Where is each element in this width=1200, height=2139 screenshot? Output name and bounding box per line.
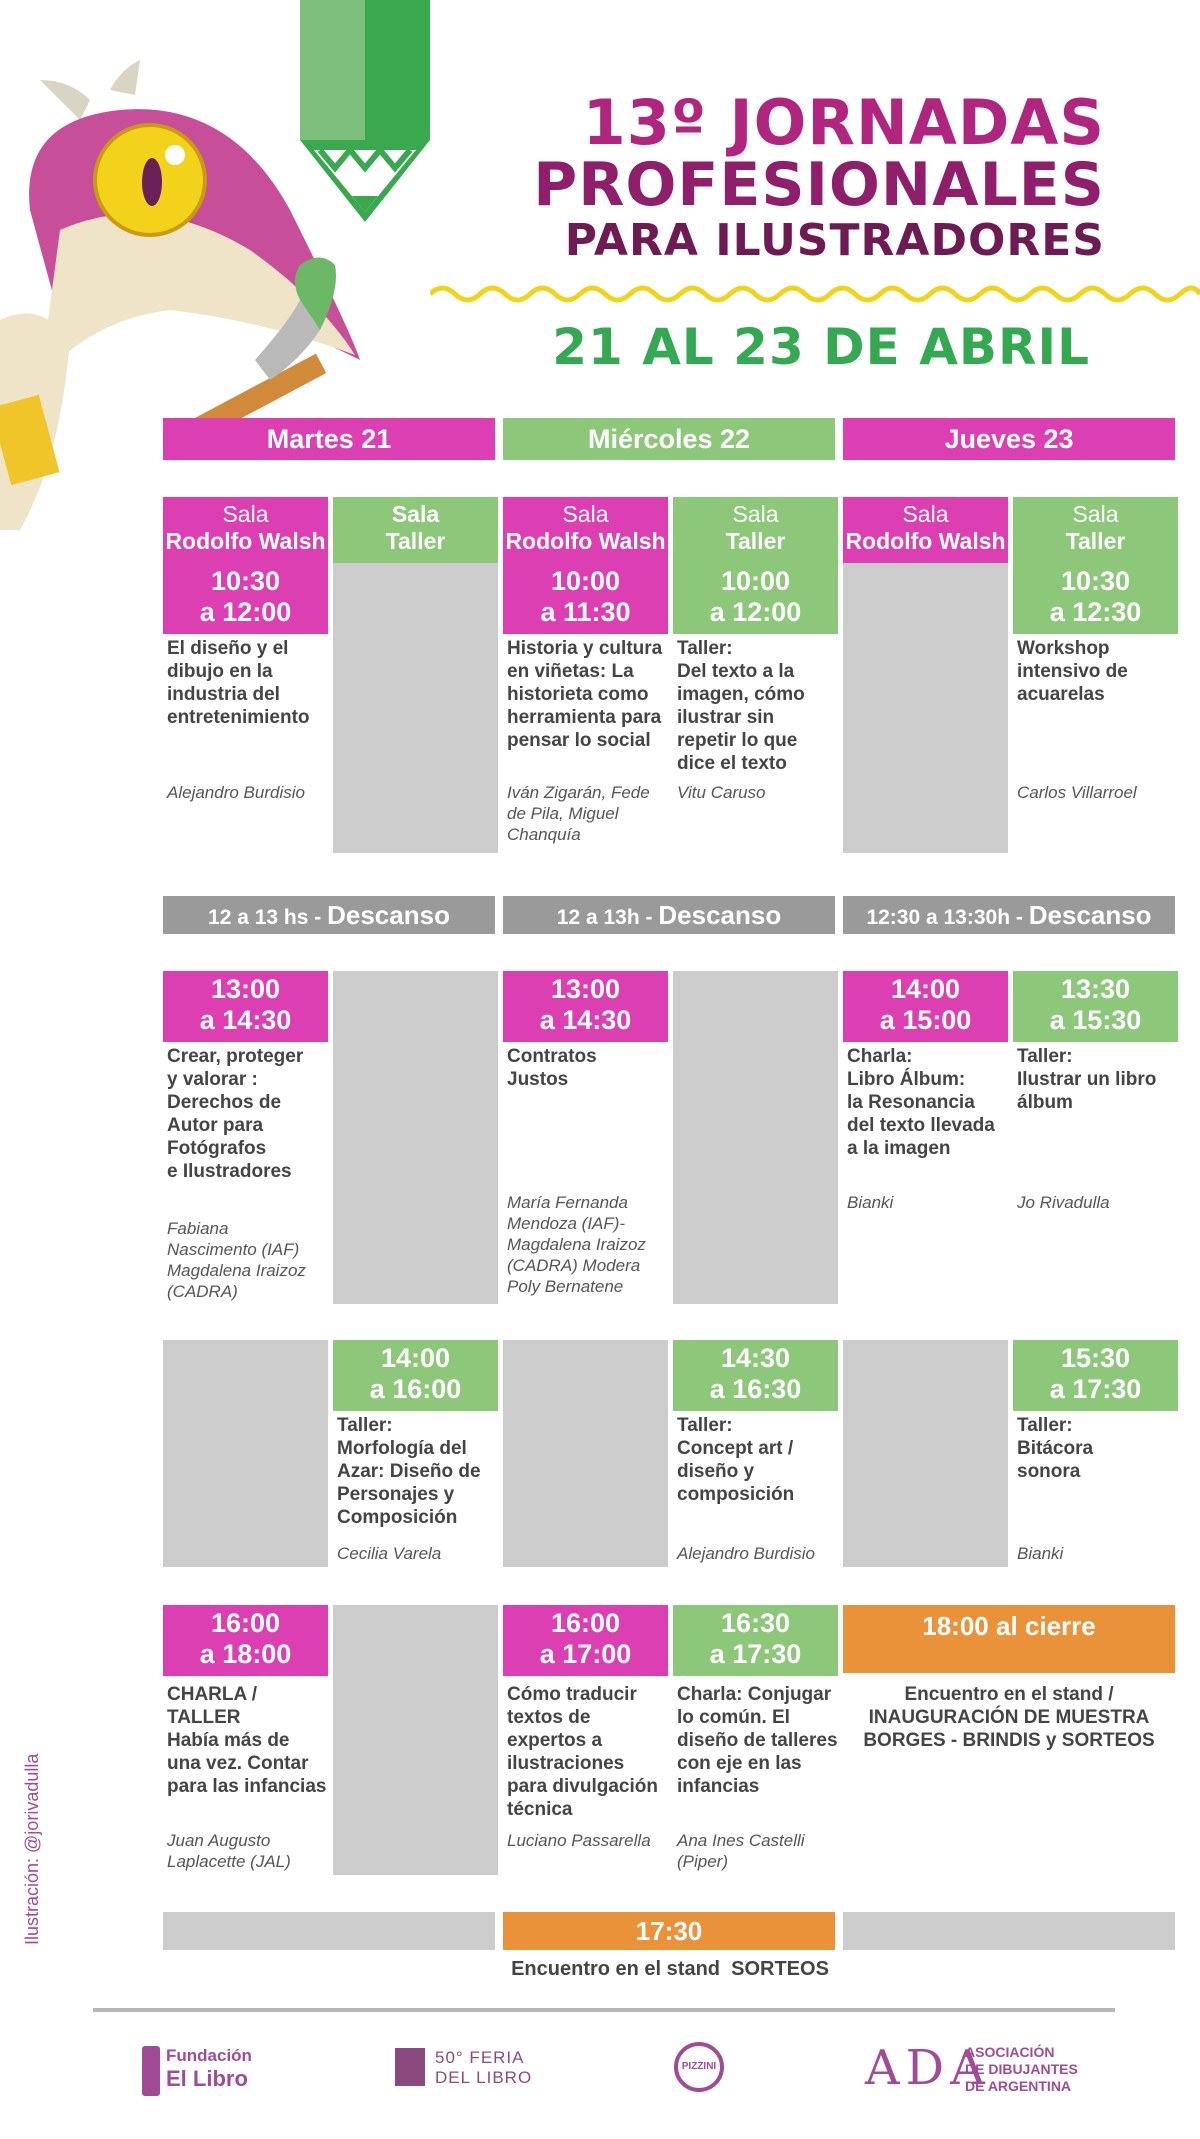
session-title: Crear, proteger y valorar : Derechos de Autor para Fotógrafos e Ilustradores (167, 1046, 304, 1182)
empty-slot (843, 563, 1008, 853)
session-author: Ana Ines Castelli (Piper) (677, 1831, 805, 1871)
session-author: Fabiana Nascimento (IAF) Magdalena Iraizoz (CADRA) (167, 1219, 306, 1301)
sala-header-walsh: Sala Rodolfo Walsh (163, 497, 328, 564)
session-title: Historia y cultura en viñetas: La historieta como herramienta para pensar lo social (507, 638, 663, 751)
session-title: Charla: Conjugar lo común. El diseño de talleres con eje en las infancias (677, 1684, 838, 1797)
session-title: Taller: Bitácora sonora (1017, 1415, 1094, 1482)
session-author: Alejandro Burdisio (167, 783, 305, 802)
session-author: Carlos Villarroel (1017, 783, 1137, 802)
day-header-thursday: Jueves 23 (843, 418, 1175, 460)
session-title: Taller: Del texto a la imagen, cómo ilustrar sin repetir lo que dice el texto (677, 638, 805, 774)
empty-slot (333, 971, 498, 1304)
session-author: Bianki (847, 1193, 894, 1212)
session-author: Juan Augusto Laplacette (JAL) (167, 1831, 291, 1871)
time-slot: 14:30 a 16:30 (673, 1340, 838, 1411)
footer-divider (93, 2008, 1115, 2012)
closing-time-bar: 18:00 al cierre (843, 1605, 1175, 1673)
time-slot: 14:00 a 15:00 (843, 971, 1008, 1042)
time-slot: 13:00 a 14:30 (503, 971, 668, 1042)
session-author: Vitu Caruso (677, 783, 766, 802)
ada-mark-icon: ADA (865, 2040, 991, 2096)
session-title: Taller: Concept art / diseño y composición (677, 1415, 795, 1505)
break-bar: 12 a 13 hs - Descanso (163, 896, 495, 934)
sala-header-taller: Sala Taller (673, 497, 838, 564)
empty-slot (333, 563, 498, 853)
time-slot: 13:00 a 14:30 (163, 971, 328, 1042)
time-slot: 16:00 a 17:00 (503, 1605, 668, 1676)
wavy-divider (430, 280, 1200, 304)
session-title: Taller: Ilustrar un libro álbum (1017, 1046, 1157, 1113)
raffle-event-text: Encuentro en el stand SORTEOS (511, 1958, 829, 1980)
time-slot: 14:00 a 16:00 (333, 1340, 498, 1411)
session-author: Cecilia Varela (337, 1544, 442, 1563)
session-title: Contratos Justos (507, 1046, 597, 1090)
event-title: 13º JORNADAS (582, 86, 1105, 159)
time-slot: 10:30 a 12:00 (163, 563, 328, 634)
sala-header-taller: Sala Taller (1013, 497, 1178, 564)
session-author: Alejandro Burdisio (677, 1544, 815, 1563)
empty-slot (333, 1605, 498, 1875)
session-author: Luciano Passarella (507, 1831, 651, 1850)
break-bar: 12 a 13h - Descanso (503, 896, 835, 934)
empty-slot (163, 1912, 495, 1950)
pizzini-logo: PIZZINI (670, 2036, 730, 2102)
empty-slot (673, 971, 838, 1304)
sala-header-walsh: Sala Rodolfo Walsh (503, 497, 668, 564)
empty-slot (503, 1340, 668, 1567)
time-slot: 15:30 a 17:30 (1013, 1340, 1178, 1411)
session-title: El diseño y el dibujo en la industria del entretenimiento (167, 638, 310, 728)
event-subtitle: PARA ILUSTRADORES (564, 215, 1105, 266)
session-author: Bianki (1017, 1544, 1064, 1563)
empty-slot (843, 1912, 1175, 1950)
empty-slot (843, 1340, 1008, 1567)
time-slot: 16:30 a 17:30 (673, 1605, 838, 1676)
day-header-tuesday: Martes 21 (163, 418, 495, 460)
time-slot: 16:00 a 18:00 (163, 1605, 328, 1676)
event-title-line2: PROFESIONALES (533, 150, 1105, 220)
sala-header-taller: Sala Taller (333, 497, 498, 564)
time-slot: 10:00 a 11:30 (503, 563, 668, 634)
book-icon (395, 2048, 425, 2086)
closing-event-text: Encuentro en el stand / INAUGURACIÓN DE MUESTRA BORGES - BRINDIS y SORTEOS (863, 1684, 1155, 1751)
session-author: Iván Zigarán, Fede de Pila, Miguel Chanquía (507, 783, 650, 844)
time-slot: 10:30 a 12:30 (1013, 563, 1178, 634)
fundacion-el-libro-logo: Fundación El Libro (140, 2036, 280, 2102)
session-author: Jo Rivadulla (1017, 1193, 1110, 1212)
ada-logo: ADA ASOCIACIÓN DE DIBUJANTES DE ARGENTINA (865, 2040, 1078, 2096)
illustration-credit: Ilustración: @jorivadulla (22, 1753, 42, 1945)
day-header-wednesday: Miércoles 22 (503, 418, 835, 460)
sala-header-walsh: Sala Rodolfo Walsh (843, 497, 1008, 564)
session-author: María Fernanda Mendoza (IAF)- Magdalena Iraizoz (CADRA) Modera Poly Bernatene (507, 1193, 646, 1296)
session-title: Taller: Morfología del Azar: Diseño de Personajes y Composición (337, 1415, 481, 1528)
empty-slot (163, 1340, 328, 1567)
event-dates: 21 AL 23 DE ABRIL (552, 318, 1090, 376)
raffle-time-bar: 17:30 (503, 1912, 835, 1950)
break-bar: 12:30 a 13:30h - Descanso (843, 896, 1175, 934)
time-slot: 10:00 a 12:00 (673, 563, 838, 634)
session-title: Workshop intensivo de acuarelas (1017, 638, 1128, 705)
session-title: CHARLA / TALLER Había más de una vez. Contar para las infancias (167, 1684, 327, 1797)
book-icon (142, 2046, 160, 2096)
session-title: Cómo traducir textos de expertos a ilustraciones para divulgación técnica (507, 1684, 658, 1820)
time-slot: 13:30 a 15:30 (1013, 971, 1178, 1042)
feria-del-libro-logo: 50° FERIA DEL LIBRO (395, 2036, 555, 2102)
session-title: Charla: Libro Álbum: la Resonancia del texto llevada a la imagen (847, 1046, 995, 1159)
